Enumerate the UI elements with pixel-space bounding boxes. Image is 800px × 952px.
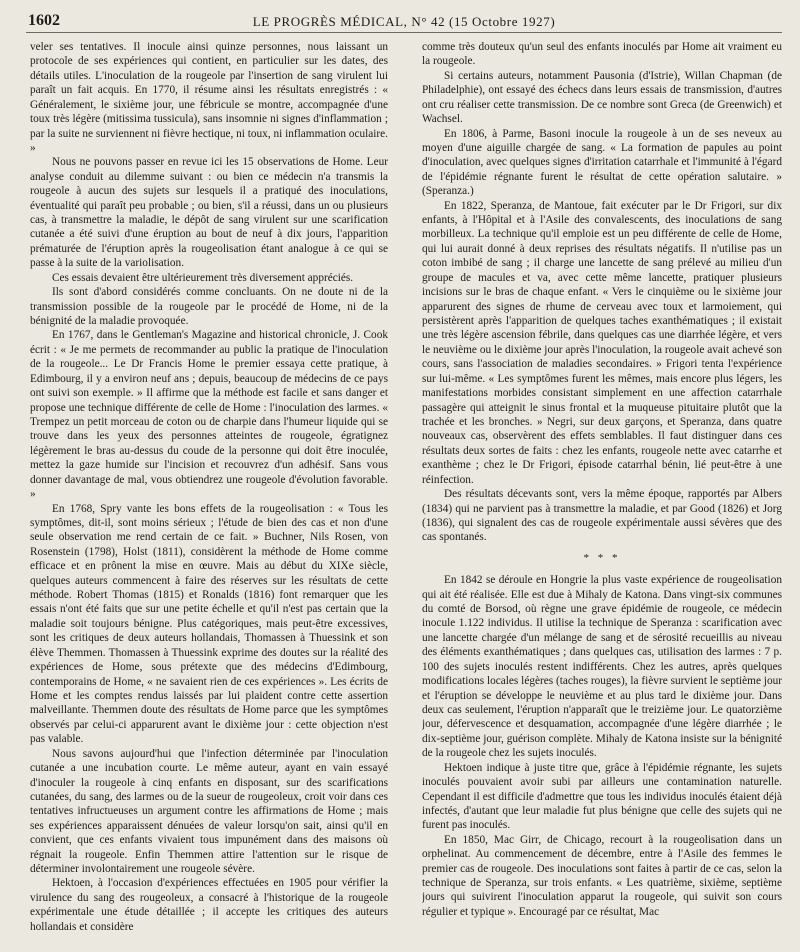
paragraph: Si certains auteurs, notamment Pausonia (d'Istrie), Willan Chapman (de Philadelphie), ont essayé des échecs dans leurs essais de transmission, d'autres ont cru réaliser cette transmission. De ce nombre sont Greca (de Greenwich) et Wachsel. xyxy=(422,69,782,126)
paragraph: Hektoen, à l'occasion d'expériences effectuées en 1905 pour vérifier la virulence du sang des rougeoleux, a consacré à l'historique de la rougeole expérimentale une étude détaillée ; il accepte les critiques des auteurs hollandais et considère xyxy=(30,877,388,933)
paragraph: comme très douteux qu'un seul des enfants inoculés par Home ait vraiment eu la rougeole. xyxy=(422,41,782,68)
section-separator: * * * xyxy=(583,551,621,564)
paragraph: Ces essais devaient être ultérieurement très diversement appréciés. xyxy=(52,271,354,284)
paragraph: En 1768, Spry vante les bons effets de la rougeolisation : « Tous les symptômes, dit-il, sont moins sérieux ; l'étude de bien des cas et non d'une seule observation me rend certain de ce fait. » Buchner, Nils Rosen, von Rosenstein (1798), Holst (1811), considèrent la méthode de Home comme efficace et en prônent la mise en œuvre. Mais au début du XIXe siècle, quelques auteurs commencent à faire des réserves sur les résultats de cette méthode. Robert Thomas (1815) et Ronalds (1816) font remarquer que les essais n'ont été faits que sur une petite échelle et qu'il n'est pas certain que la maladie soit toujours bénigne. Plus catégoriques, mais peut-être excessives, sont les critiques de deux auteurs hollandais, Thomassen à Thuessink et son élève Themmen. Thomassen à Thuessink exprime des doutes sur la réalité des expériences de Home, sous prétexte que des médecins d'Edimbourg, contemporains de Home, « ne savaient rien de ces expériences ». Les écrits de Home et les comptes rendus laissés par lui plaident contre cette assertion malveillante. Themmen doute des résultats de Home parce que les symptômes observés par celui-ci apparurent avant le dixième jour : cette objection n'est pas valable. xyxy=(30,502,388,746)
paragraph: En 1822, Speranza, de Mantoue, fait exécuter par le Dr Frigori, sur dix enfants, à l'Hôpital et à l'Asile des convalescents, des inoculations de sang morbilleux. La technique qu'il emploie est un peu différente de celle de Home, qui lui aurait donné à deux reprises des résultats négatifs. Il n'utilise pas un coton imbibé de sang ; il charge une lancette de sang prélevé au milieu d'un groupe de macules et va, avec cette même lancette, pratiquer plusieurs incisions sur le bras de chaque enfant. « Vers le cinquième ou le sixième jour apparurent des signes de rhume de cerveau avec toux et larmoiement, qui persistèrent après l'apparition de quelques taches exanthématiques ; il existait une très légère ascension fébrile, dans quelques cas une diarrhée légère, et vers le neuvième ou le dixième jour après l'inoculation, la rougeole avait achevé son cours, sans l'association de maladies secondaires. » Frigori tenta l'expérience sur lui-même. « Les symptômes furent les mêmes, mais encore plus légers, les manifestations morbides consistant simplement en une affection catarrhale passagère qui atteignit le sinus frontal et la muqueuse pituitaire plutôt que la trachée et les bronches. » Negri, sur deux garçons, et Speranza, dans quatre nouveaux cas, observèrent des effets semblables. Il faut distinguer dans ces résultats deux sortes de faits : chez les enfants, rougeole nette avec catarrhe et exanthème ; chez le Dr Frigori, épisode catarrhal bénin, lié peut-être à une réinfection. xyxy=(422,199,782,486)
paragraph: Ils sont d'abord considérés comme concluants. On ne doute ni de la transmission possible de la rougeole par le procédé de Home, ni de la bénignité de la maladie provoquée. xyxy=(30,286,388,328)
paragraph: Nous savons aujourd'hui que l'infection déterminée par l'inoculation cutanée a une incubation courte. Le même auteur, ayant en vain essayé d'inoculer la rougeole à cinq enfants en disposant, sur des scarifications cutanées, du sang, des larmes ou de la sueur de rougeoleux, croit voir dans ces tentatives infructueuses un argument contre les affirmations de Home ; mais ses expériences apparaissent dénuées de valeur lorsqu'on sait, ainsi qu'il en convient, que ces enfants vivaient tous impunément dans des maisons où régnait la rougeole. Enfin Themmen attire l'attention sur le risque de déterminer involontairement une rougeole sévère. xyxy=(30,747,388,876)
paragraph: En 1767, dans le Gentleman's Magazine and historical chronicle, J. Cook écrit : « Je me permets de recommander au public la pratique de l'inoculation de la rougeole... Le Dr Francis Home le premier essaya cette pratique, à Edimbourg, il y a environ neuf ans ; depuis, beaucoup de médecins de ce pays ont suivi son exemple. » Il affirme que la méthode est facile et sans danger et propose une technique différente de celle de Home : l'inoculation des larmes. « Trempez un petit morceau de coton ou de charpie dans l'humeur liquide qui se trouve dans les yeux des personnes atteintes de rougeole, égratignez légèrement le bras au-dessus du coude de la personne qui doit être inoculée, mettez la gaze humide sur l'incision et recouvrez d'un adhésif. Sans vous donner davantage de mal, vous obtiendrez une rougeole d'évolution favorable. » xyxy=(30,329,388,501)
page-number: 1602 xyxy=(28,12,60,29)
paragraph: Hektoen indique à juste titre que, grâce à l'épidémie régnante, les sujets inoculés pouvaient avoir subi par ailleurs une contamination naturelle. Cependant il est difficile d'admettre que tous les individus inoculés étaient déjà infectés, d'autant que leur maladie fut plus bénigne que celle des sujets qui ne furent pas inoculés. xyxy=(422,761,782,832)
left-column xyxy=(30,40,388,948)
paragraph: En 1806, à Parme, Basoni inocule la rougeole à un de ses neveux au moyen d'une aiguille chargée de sang. « La formation de papules au point d'inoculation, avec quelques signes d'irritation catarrhale et l'immunité à l'égard de l'épidémie régnante furent le résultat de cette opération salutaire. » (Speranza.) xyxy=(422,127,782,198)
page-header xyxy=(26,6,782,33)
right-column xyxy=(422,40,782,948)
paragraph: En 1842 se déroule en Hongrie la plus vaste expérience de rougeolisation qui ait été réalisée. Elle est due à Mihaly de Katona. Dans vingt-six communes du comté de Borsod, où règne une grave épidémie de rougeole, ce médecin inocule 1.122 individus. Il utilise la technique de Speranza : scarification avec une lancette chargée d'un mélange de sang et de sérosité recueillis au niveau des éléments exanthématiques ; dans quelques cas, utilisation des larmes : 7 p. 100 des sujets inoculés restent indifférents. Chez les autres, après quelques modifications locales légères (taches rouges), la fièvre survient le septième jour et l'éruption se développe le neuvième et au plus tard le dixième jour. Dans deux cas seulement, l'éruption n'apparaît que le treizième jour. Le quatorzième jour, défervescence et desquamation, accompagnée d'une légère diarrhée ; le dix-septième jour, guérison complète. Mihaly de Katona insiste sur la bénignité de la rougeole chez les sujets inoculés. xyxy=(422,574,782,760)
paragraph: En 1850, Mac Girr, de Chicago, recourt à la rougeolisation dans un orphelinat. Au commencement de décembre, entre à l'Asile des femmes le premier cas de rougeole. Des inoculations sont faites à partir de ce cas, selon la technique de Speranza, sur trois enfants. « Les quatrième, sixième, septième jours qui suivirent l'inoculation apparut la rougeole, qui suivit son cours régulier et typique ». Encouragé par ce résultat, Mac xyxy=(422,833,782,918)
paragraph: Des résultats décevants sont, vers la même époque, rapportés par Albers (1834) qui ne parvient pas à transmettre la maladie, et par Good (1826) et Jorg (1836), qui signalent des cas de rougeole expérimentale aussi sévères que des cas spontanés. xyxy=(422,488,782,544)
paragraph: Nous ne pouvons passer en revue ici les 15 observations de Home. Leur analyse conduit au dilemme suivant : ou bien ce médecin n'a transmis la rougeole à aucun des sujets sur lesquels il a pratiqué des inoculations, éventualité qui paraît peu probable ; ou bien, s'il a réussi, dans un ou plusieurs cas, à transmettre la maladie, le dépôt de sang virulent sur une scarification cutanée a été suivi d'une éruption au bout de neuf à dix jours, l'apparition prématurée de l'éruption après la rougeolisation étant analogue à ce qui se passe à la suite de la variolisation. xyxy=(30,156,388,270)
running-title: LE PROGRÈS MÉDICAL, N° 42 (15 Octobre 1927) xyxy=(252,14,556,29)
paragraph: veler ses tentatives. Il inocule ainsi quinze personnes, nous laissant un protocole de ses expériences qui contient, en particulier sur les dates, des détails utiles. L'inoculation de la rougeole par l'insertion de sang virulent lui paraît un fait acquis. En 1770, il résume ainsi les résultats enregistrés : « Généralement, le sixième jour, une fébricule se montre, accompagnée d'une toux très légère (mitissima tussicula), sans insomnie ni signes d'inflammation ; par la suite ne surviennent ni fièvre hectique, ni toux, ni inflammation oculaire. » xyxy=(30,41,388,154)
